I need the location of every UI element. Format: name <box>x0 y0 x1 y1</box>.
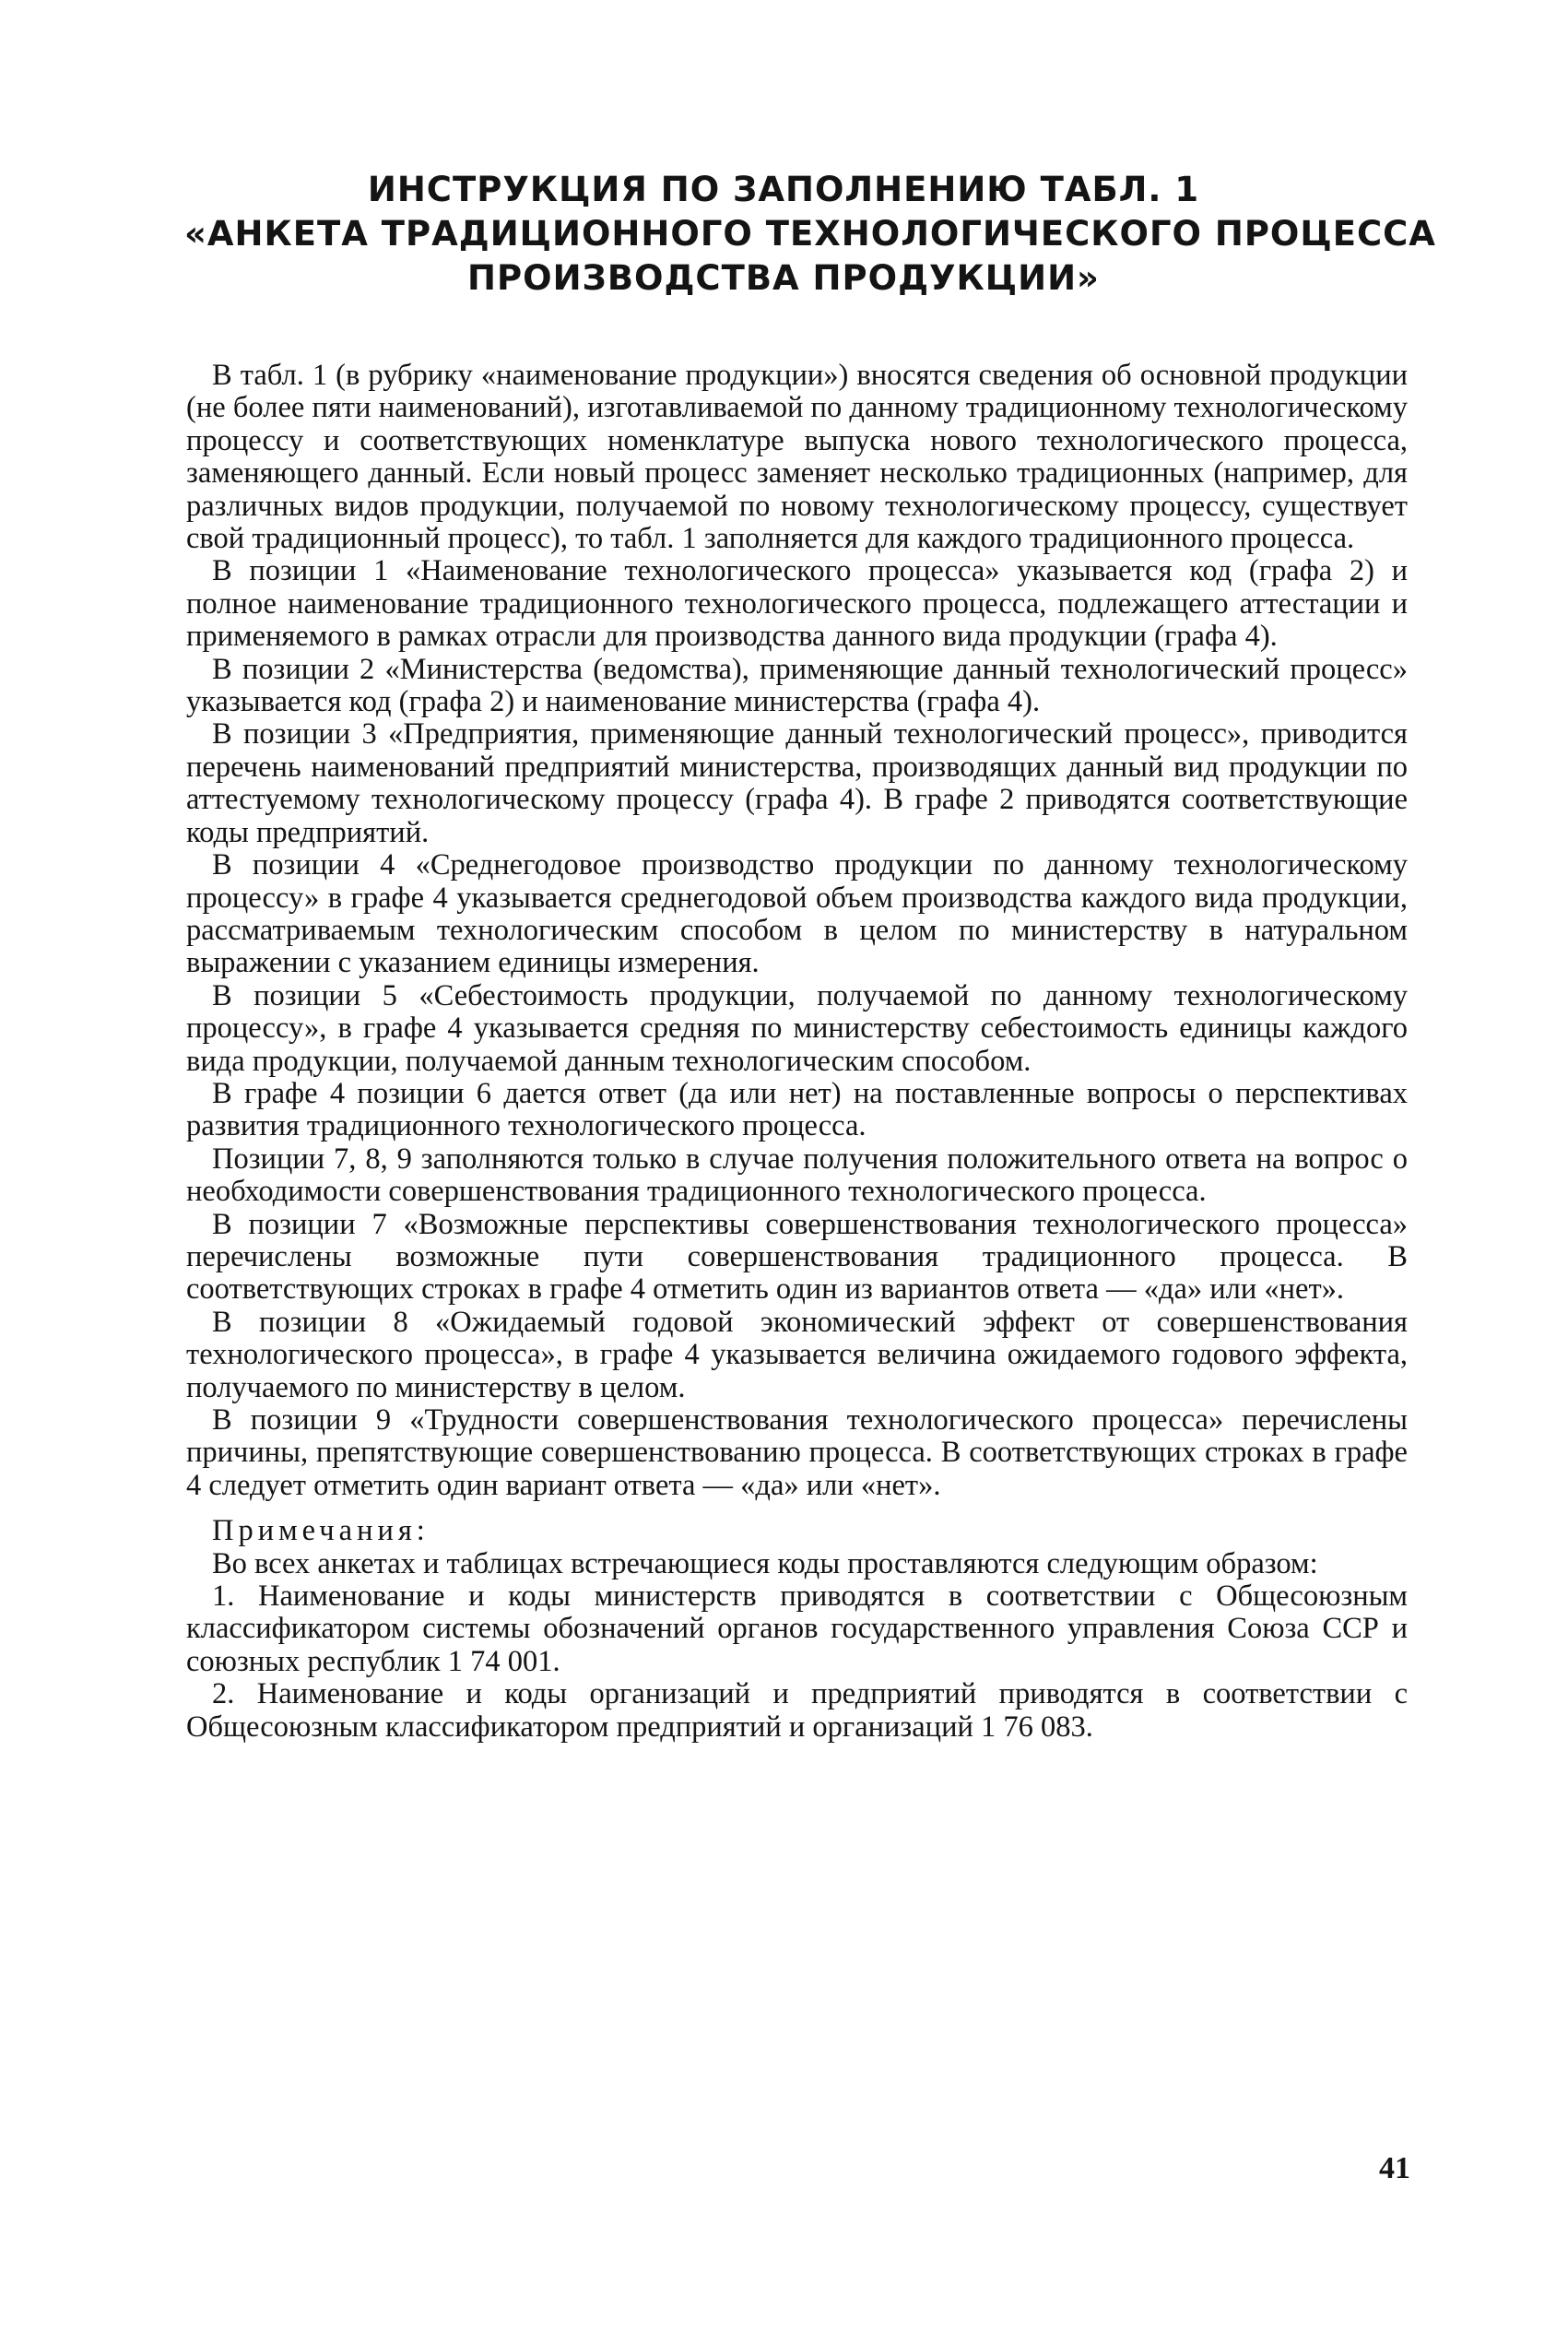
paragraph-position-3: В позиции 3 «Предприятия, применяющие данный технологический процесс», приводится перечень наименований предприятий министерства, производящих данный вид продукции по аттестуемому технологическому процессу (графа 4). В графе 2 приводятся соответствующие коды предприятий. <box>186 717 1408 849</box>
paragraph-position-5: В позиции 5 «Себестоимость продукции, получаемой по данному технологическому процессу», в графе 4 указывается средняя по министерству себестоимость единицы каждого вида продукции, получаемой данным технологическим способом. <box>186 978 1408 1078</box>
paragraph-position-9: В позиции 9 «Трудности совершенствования технологического процесса» перечислены причины, препятствующие совершенствованию процесса. В соответствующих строках в графе 4 следует отметить один вариант ответа — «да» или «нет». <box>186 1403 1408 1502</box>
paragraph-position-7: В позиции 7 «Возможные перспективы совершенствования технологического процесса» перечислены возможные пути совершенствования традиционного процесса. В соответствующих строках в графе 4 отметить один из вариантов ответа — «да» или «нет». <box>186 1207 1408 1307</box>
paragraph-position-2: В позиции 2 «Министерства (ведомства), применяющие данный технологический процесс» указывается код (графа 2) и наименование министерства (графа 4). <box>186 652 1408 719</box>
body-text <box>186 360 1408 1744</box>
title-line-3: ПРОИЗВОДСТВА ПРОДУКЦИИ» <box>467 258 1100 298</box>
page-number: 41 <box>1379 2151 1410 2185</box>
note-item-2: 2. Наименование и коды организаций и предприятий приводятся в соответствии с Общесоюзным классификатором предприятий и организаций 1 76 083. <box>186 1677 1408 1744</box>
paragraph-position-6: В графе 4 позиции 6 дается ответ (да или нет) на поставленные вопросы о перспективах развития традиционного технологического процесса. <box>186 1076 1408 1143</box>
note-intro: Во всех анкетах и таблицах встречающиеся коды проставляются следующим образом: <box>212 1546 1318 1580</box>
paragraph-position-8: В позиции 8 «Ожидаемый годовой экономический эффект от совершенствования технологического процесса», в графе 4 указывается величина ожидаемого годового эффекта, получаемого по министерству в целом. <box>186 1305 1408 1404</box>
title-line-1: ИНСТРУКЦИЯ ПО ЗАПОЛНЕНИЮ ТАБЛ. 1 <box>367 170 1200 209</box>
note-item-1: 1. Наименование и коды министерств приводятся в соответствии с Общесоюзным классификатором системы обозначений органов государственного управления Союза ССР и союзных республик 1 74 001. <box>186 1580 1408 1678</box>
paragraph-intro: В табл. 1 (в рубрику «наименование продукции») вносятся сведения об основной продукции (не более пяти наименований), изготавливаемой по данному традиционному технологическому процессу и соответствующих номенклатуре выпуска нового технологического процесса, заменяющего данный. Если новый процесс заменяет несколько традиционных (например, для различных видов продукции, получаемой по новому технологическому процессу, существует свой традиционный процесс), то табл. 1 заполняется для каждого традиционного процесса. <box>186 359 1408 556</box>
paragraph-positions-7-8-9: Позиции 7, 8, 9 заполняются только в случае получения положительного ответа на вопрос о необходимости совершенствования традиционного технологического процесса. <box>186 1142 1408 1209</box>
paragraph-position-4: В позиции 4 «Среднегодовое производство продукции по данному технологическому процессу» в графе 4 указывается среднегодовой объем производства каждого вида продукции, рассматриваемым технологическим способом в целом по министерству в натуральном выражении с указанием единицы измерения. <box>186 848 1408 980</box>
page-title <box>184 168 1436 301</box>
paragraph-position-1: В позиции 1 «Наименование технологического процесса» указывается код (графа 2) и полное наименование традиционного технологического процесса, подлежащего аттестации и применяемого в рамках отрасли для производства данного вида продукции (графа 4). <box>186 554 1408 654</box>
notes-heading: Примечания: <box>212 1514 430 1548</box>
title-line-2: «АНКЕТА ТРАДИЦИОННОГО ТЕХНОЛОГИЧЕСКОГО ПРОЦЕССА <box>184 214 1436 254</box>
